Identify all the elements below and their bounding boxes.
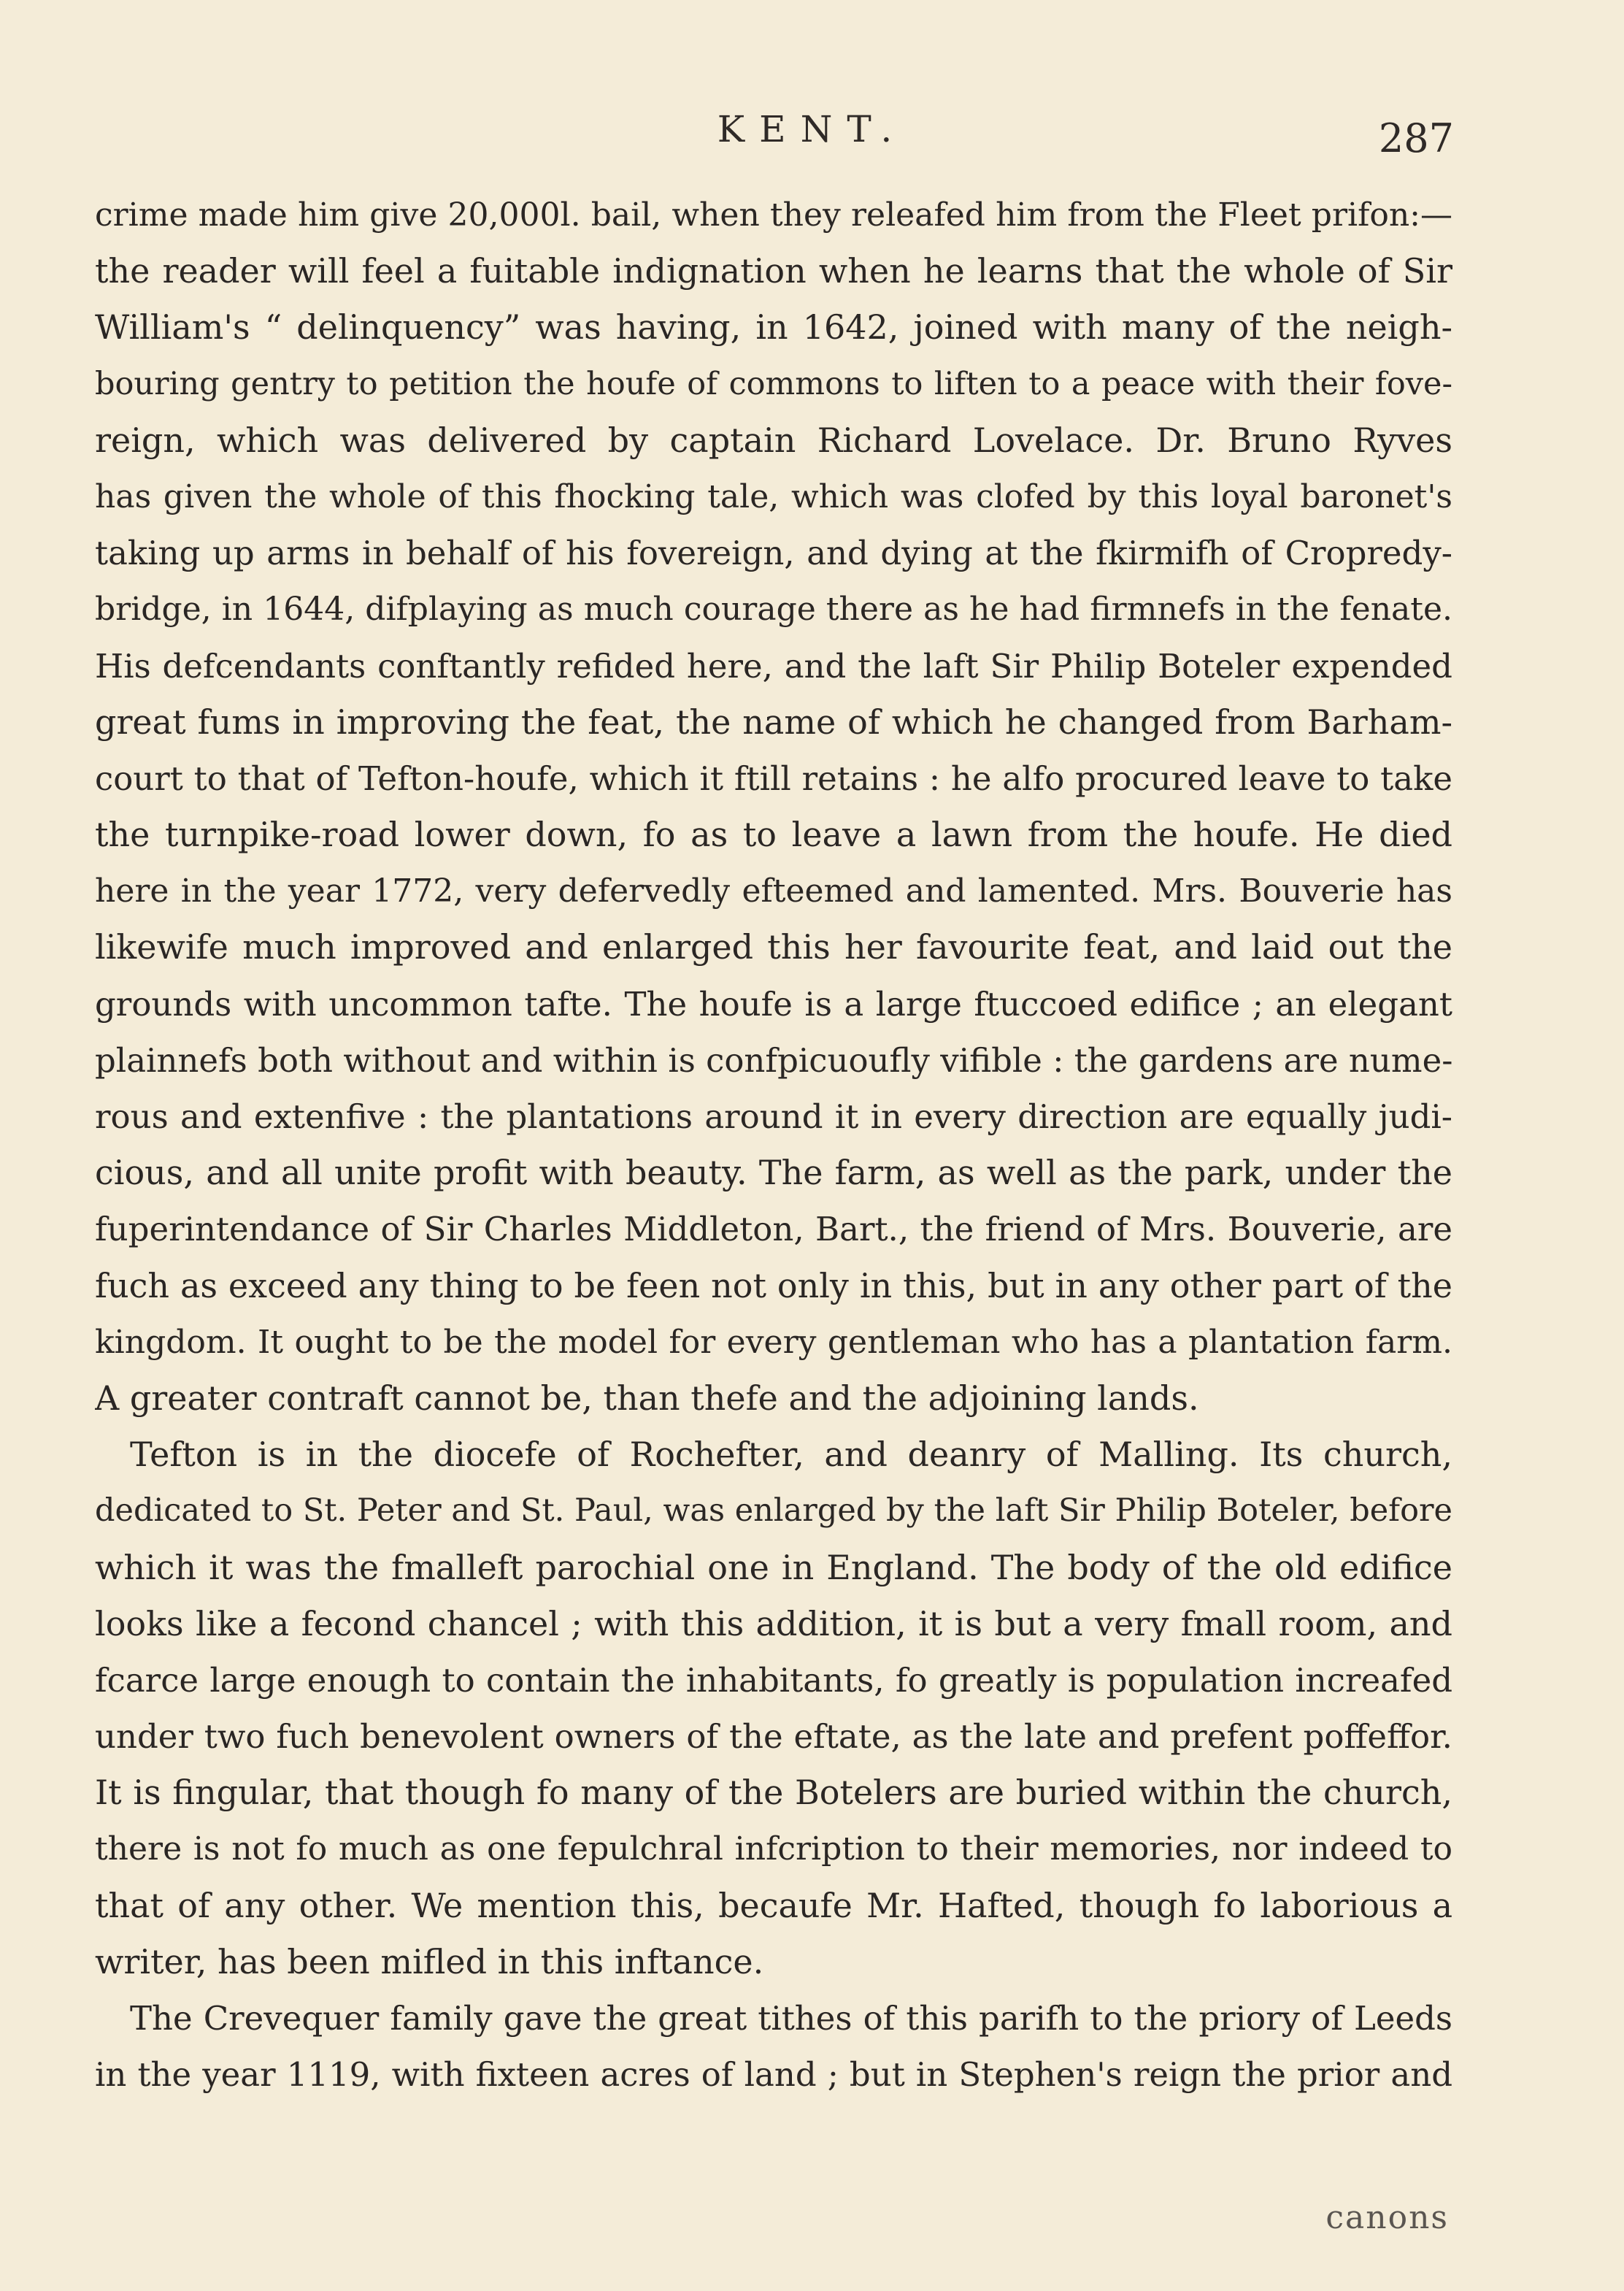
text-line: there is not fo much as one fepulchral infcription to their memories, nor indeed to (95, 1830, 1452, 1868)
text-line: A greater contraft cannot be, than thefe and the adjoining lands. (95, 1378, 1199, 1418)
text-line: plainnefs both without and within is confpicuoufly vifible : the gardens are nume- (95, 1040, 1452, 1080)
text-line: dedicated to St. Peter and St. Paul, was enlarged by the laft Sir Philip Boteler, before (95, 1492, 1452, 1530)
text-line: that of any other. We mention this, becaufe Mr. Hafted, though fo laborious a (95, 1885, 1452, 1925)
text-line: court to that of Tefton-houfe, which it ftill retains : he alfo procured leave to take (95, 759, 1452, 798)
text-line: writer, has been mifled in this inftance. (95, 1941, 764, 1981)
text-line: grounds with uncommon tafte. The houfe is a large ftuccoed edifice ; an elegant (95, 984, 1452, 1024)
text-line: looks like a fecond chancel ; with this addition, it is but a very fmall room, and (95, 1603, 1452, 1643)
text-line: has given the whole of this fhocking tale, which was clofed by this loyal baronet's (95, 477, 1452, 515)
text-line: reign, which was delivered by captain Richard Lovelace. Dr. Bruno Ryves (95, 420, 1452, 460)
text-line: kingdom. It ought to be the model for every gentleman who has a plantation farm. (95, 1323, 1452, 1361)
text-line: the turnpike-road lower down, fo as to leave a lawn from the houfe. He died (95, 815, 1452, 855)
text-line: great fums in improving the feat, the name of which he changed from Barham- (95, 702, 1452, 742)
text-line: under two fuch benevolent owners of the eftate, as the late and prefent poffeffor. (95, 1717, 1452, 1757)
text-line: fuperintendance of Sir Charles Middleton, Bart., the friend of Mrs. Bouverie, are (95, 1210, 1452, 1249)
page-number: 287 (1378, 115, 1454, 161)
text-line: crime made him give 20,000l. bail, when they releafed him from the Fleet prifon:— (95, 196, 1452, 234)
text-line: William's “ delinquency” was having, in 1642, joined with many of the neigh- (95, 307, 1452, 348)
text-line: rous and extenfive : the plantations around it in every direction are equally judi- (95, 1097, 1452, 1136)
paragraph-start-line: The Crevequer family gave the great tithes of this parifh to the priory of Leeds (130, 1999, 1452, 2038)
text-line: here in the year 1772, very defervedly efteemed and lamented. Mrs. Bouverie has (95, 872, 1452, 910)
text-line: taking up arms in behalf of his fovereign, and dying at the fkirmifh of Cropredy- (95, 534, 1452, 573)
running-head: KENT. (717, 108, 907, 150)
text-line: His defcendants conftantly refided here, and the laft Sir Philip Boteler expended (95, 646, 1452, 686)
text-line: the reader will feel a fuitable indignation when he learns that the whole of Sir (95, 251, 1452, 291)
text-line: fcarce large enough to contain the inhabitants, fo greatly is population increafed (95, 1660, 1452, 1700)
paragraph-start-line: Tefton is in the diocefe of Rochefter, and deanry of Malling. Its church, (130, 1435, 1452, 1475)
text-line: bridge, in 1644, difplaying as much courage there as he had firmnefs in the fenate. (95, 591, 1452, 629)
text-line: in the year 1119, with fixteen acres of land ; but in Stephen's reign the prior and (95, 2055, 1452, 2095)
text-line: likewife much improved and enlarged this her favourite feat, and laid out the (95, 927, 1452, 967)
text-line: cious, and all unite profit with beauty. The farm, as well as the park, under the (95, 1153, 1452, 1193)
text-line: fuch as exceed any thing to be feen not only in this, but in any other part of the (95, 1265, 1452, 1305)
body-text (95, 187, 1452, 2103)
text-line: which it was the fmalleft parochial one in England. The body of the old edifice (95, 1547, 1452, 1587)
text-line: bouring gentry to petition the houfe of commons to liften to a peace with their fove- (95, 365, 1452, 402)
catchword: canons (1325, 2199, 1449, 2236)
text-line: It is fingular, that though fo many of the Botelers are buried within the church, (95, 1773, 1452, 1813)
